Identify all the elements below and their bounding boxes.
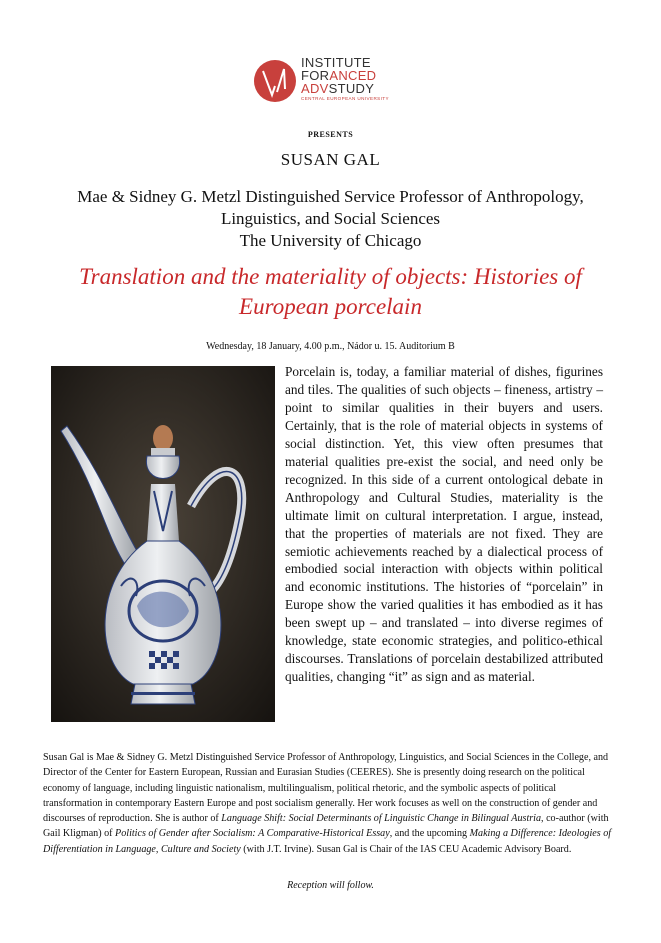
reception-note: Reception will follow. <box>287 880 374 891</box>
logo-line-3 <box>301 82 411 95</box>
logo-line-3b: STUDY <box>328 81 375 96</box>
logo-line-3a: ADV <box>301 81 329 96</box>
affiliation-line-1: Mae & Sidney G. Metzl Distinguished Service Professor of Anthropology, <box>77 187 584 206</box>
affiliation-line-2: Linguistics, and Social Sciences <box>220 209 441 228</box>
presents-label: presents <box>307 126 354 140</box>
logo-circle-icon <box>253 59 297 103</box>
logo-line-2b: ANCED <box>329 68 377 83</box>
speaker-bio <box>43 750 615 857</box>
abstract-text: Porcelain is, today, a familiar material of dishes, figurines and tiles. The qualities of such objects – fineness, artistry – point to similar qualities in their buyers and users. Certainly, that is the role of material objects in systems of social distinction. Yet, this view often presumes that material qualities pre-exist the social, and need only be recognized. In this side of a current ontological debate in Anthropology and Cultural Studies, materiality is the ultimate limit on cultural interpretation. I argue, instead, that the properties of materials are not fixed. They are semiotic achievements reached by a dialectical process of embodied social interaction with objects within political and economic institutions. The histories of “porcelain” in Europe show the varied qualities it has embodied as it has been swept up – and translated – into diverse regimes of knowledge, state economic strategies, and politico-ethical discourses. Translations of porcelain destabilized attributed qualities, changing “it” as sign and as material. <box>285 364 603 685</box>
logo-line-1: INSTITUTE <box>301 55 371 70</box>
title-line-1: Translation and the materiality of objects: Histories of <box>79 264 582 289</box>
bio-book-1: Language Shift: Social Determinants of Linguistic Change in Bilingual Austria <box>221 813 542 825</box>
logo-subtitle: CENTRAL EUROPEAN UNIVERSITY <box>301 96 389 101</box>
logo-text <box>301 56 411 101</box>
bio-part-2: , co-author (with Gail Kligman) of <box>43 813 609 840</box>
porcelain-ewer-image <box>51 366 275 722</box>
bio-part-1: Susan Gal is Mae & Sidney G. Metzl Distinguished Service Professor of Anthropology, Linguistics, and Social Sciences in the College, and Director of the Center for Eastern European, Russian and Eurasian Studies (CEERES). She is presently doing research on the political economy of language, including linguistic nationalism, multilingualism, political rhetoric, and the symbolic aspects of political transformation in contemporary Eastern Europe and post socialism generally. Her work focuses as well on the construction of gender and discourses of reproduction. She is author of <box>43 752 609 825</box>
bio-book-2: Politics of Gender after Socialism: A Comparative-Historical Essay <box>115 828 390 840</box>
bio-part-4: (with J.T. Irvine). Susan Gal is Chair of the IAS CEU Academic Advisory Board. <box>240 843 572 855</box>
lecture-title <box>40 262 621 322</box>
logo-line-2a: FOR <box>301 68 330 83</box>
title-line-2: European porcelain <box>239 294 422 319</box>
event-details: Wednesday, 18 January, 4.00 p.m., Nádor u. 15. Auditorium B <box>206 341 455 352</box>
speaker-affiliation <box>0 186 661 252</box>
affiliation-line-3: The University of Chicago <box>239 231 422 250</box>
bio-part-3: , and the upcoming <box>389 828 470 840</box>
speaker-name: SUSAN GAL <box>280 150 381 169</box>
institute-logo <box>253 56 403 106</box>
bio-book-3: Making a Difference: Ideologies of Differentiation in Language, Culture and Society <box>43 828 612 855</box>
